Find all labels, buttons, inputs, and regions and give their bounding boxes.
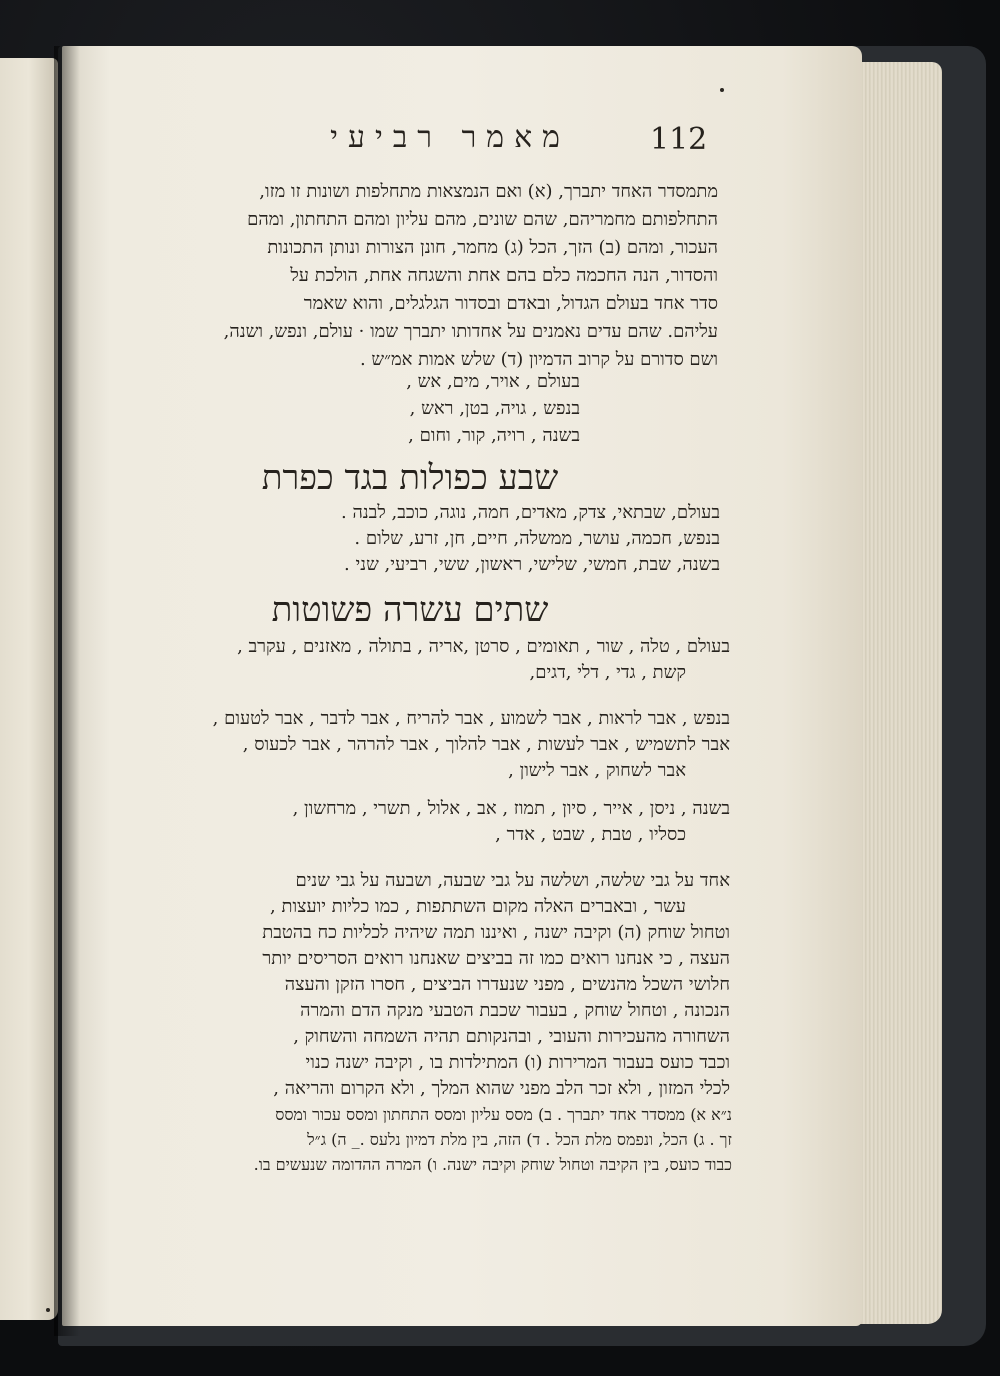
- text-line: השחורה מהעכירות והעובי , ובהנקותם תהיה השמחה והשחוק ,: [293, 1026, 730, 1047]
- section-heading-doubles: שבע כפולות בגד כפרת: [261, 458, 559, 498]
- footnotes: [122, 1102, 732, 1177]
- doubles-list: [180, 500, 720, 578]
- text-line: ושם סדורם על קרוב הדמיון (ד) שלש אמות אמ״ש .: [359, 349, 718, 370]
- text-line: בשנה , ניסן , אייר , סיון , תמוז , אב , אלול , תשרי , מרחשון ,: [292, 798, 730, 819]
- text-line: וטחול שוחק (ה) וקיבה ישנה , ואיננו תמה שיהיה לכליות כח בהטבת: [262, 922, 730, 943]
- text-line: בעולם, שבתאי, צדק, מאדים, חמה, נוגה, כוכב, לבנה .: [341, 502, 720, 523]
- text-line: אחד על גבי שלשה, ושלשה על גבי שבעה, ושבעה על גבי שנים: [295, 870, 730, 891]
- text-line: לכלי המזון , ולא זכר הלב מפני שהוא המלך , ולא הקרום והריאה ,: [273, 1078, 730, 1099]
- text-line: העצה , כי אנחנו רואים כמו זה בביצים שאנחנו רואים הסריסים יותר: [262, 948, 730, 969]
- text-line: בנפש , גויה, בטן, ראש ,: [409, 398, 580, 419]
- text-line: קשת , גדי , דלי ,דגים,: [529, 662, 686, 683]
- page-number: 112: [650, 122, 708, 157]
- simples-year: [120, 796, 730, 848]
- text-line: עשר , ובאברים האלה מקום השתתפות , כמו כליות יועצות ,: [270, 896, 686, 917]
- text-line: כסליו , טבת , שבט , אדר ,: [495, 824, 686, 845]
- text-line: בשנה , רויה, קור, וחום ,: [408, 425, 580, 446]
- text-line: התחלפותם מחמריהם, שהם שונים, מהם עליון ומהם התחתון, ומהם: [247, 209, 718, 230]
- mothers-list: [300, 368, 580, 449]
- text-line: אבר לתשמיש , אבר לעשות , אבר להלוך , אבר להרהר , אבר לכעוס ,: [242, 734, 730, 755]
- text-line: בעולם , אויר, מים, אש ,: [406, 371, 580, 392]
- text-line: עליהם. שהם עדים נאמנים על אחדותו יתברך שמו · עולם, ונפש, ושנה,: [223, 321, 718, 342]
- text-line: בנפש, חכמה, עושר, ממשלה, חיים, חן, זרע, שלום .: [354, 528, 720, 549]
- text-line: וכבד כועס בעבור המרירות (ו) המתילדות בו , וקיבה ישנה כנוי: [305, 1052, 730, 1073]
- text-line: הנכונה , וטחול שוחק , בעבור שכבת הטבעי מנקה הדם והמרה: [300, 1000, 730, 1021]
- simples-world: [120, 634, 730, 686]
- text-line: בעולם , טלה , שור , תאומים , סרטן ,אריה , בתולה , מאזנים , עקרב ,: [237, 636, 730, 657]
- text-line: מתמסדר האחד יתברך, (א) ואם הנמצאות מתחלפות ושונות זו מזו,: [259, 181, 718, 202]
- text-line: אבר לשחוק , אבר לישון ,: [508, 760, 686, 781]
- running-title: מאמר רביעי: [330, 120, 570, 155]
- text-line: בשנה, שבת, חמשי, שלישי, ראשון, ששי, רביעי, שני .: [344, 554, 720, 575]
- footnote-line: כבוד כועס, בין הקיבה וטחול שוחק וקיבה ישנה. ו) המרה ההדומה שנעשים בו.: [253, 1155, 732, 1174]
- intro-paragraph: [128, 178, 718, 374]
- simples-soul: [120, 706, 730, 784]
- text-line: סדר אחד בעולם הגדול, ובאדם ובסדור הגלגלים, והוא שאמר: [303, 293, 718, 314]
- text-line: חלושי השכל מהנשים , מפני שנעדרו הביצים , חסרו הזקן והעצה: [284, 974, 730, 995]
- speck: [720, 88, 724, 92]
- text-line: העכור, ומהם (ב) הזך, הכל (ג) מחמר, חונן הצורות ונותן התכונות: [267, 237, 718, 258]
- left-page-edge: [0, 58, 58, 1320]
- text-line: בנפש , אבר לראות , אבר לשמוע , אבר להריח , אבר לדבר , אבר לטעום ,: [212, 708, 730, 729]
- section-heading-simples: שתים עשרה פשוטות: [271, 590, 549, 630]
- footnote-line: נ״א א) ממסדר אחד יתברך . ב) מסס עליון ומסס התחתון ומסס עכור ומסס: [275, 1105, 732, 1124]
- speck: [46, 1308, 50, 1312]
- text-line: והסדור, הנה החכמה כלם בהם אחת והשגחה אחת, הולכת על: [290, 265, 718, 286]
- commentary-paragraph: [120, 868, 730, 1102]
- gutter-shadow: [54, 46, 80, 1336]
- footnote-line: זך . ג) הכל, ונפמס מלת הכל . ד) הזה, בין מלת דמיון נלעס ._ ה) ג״ל: [307, 1130, 732, 1149]
